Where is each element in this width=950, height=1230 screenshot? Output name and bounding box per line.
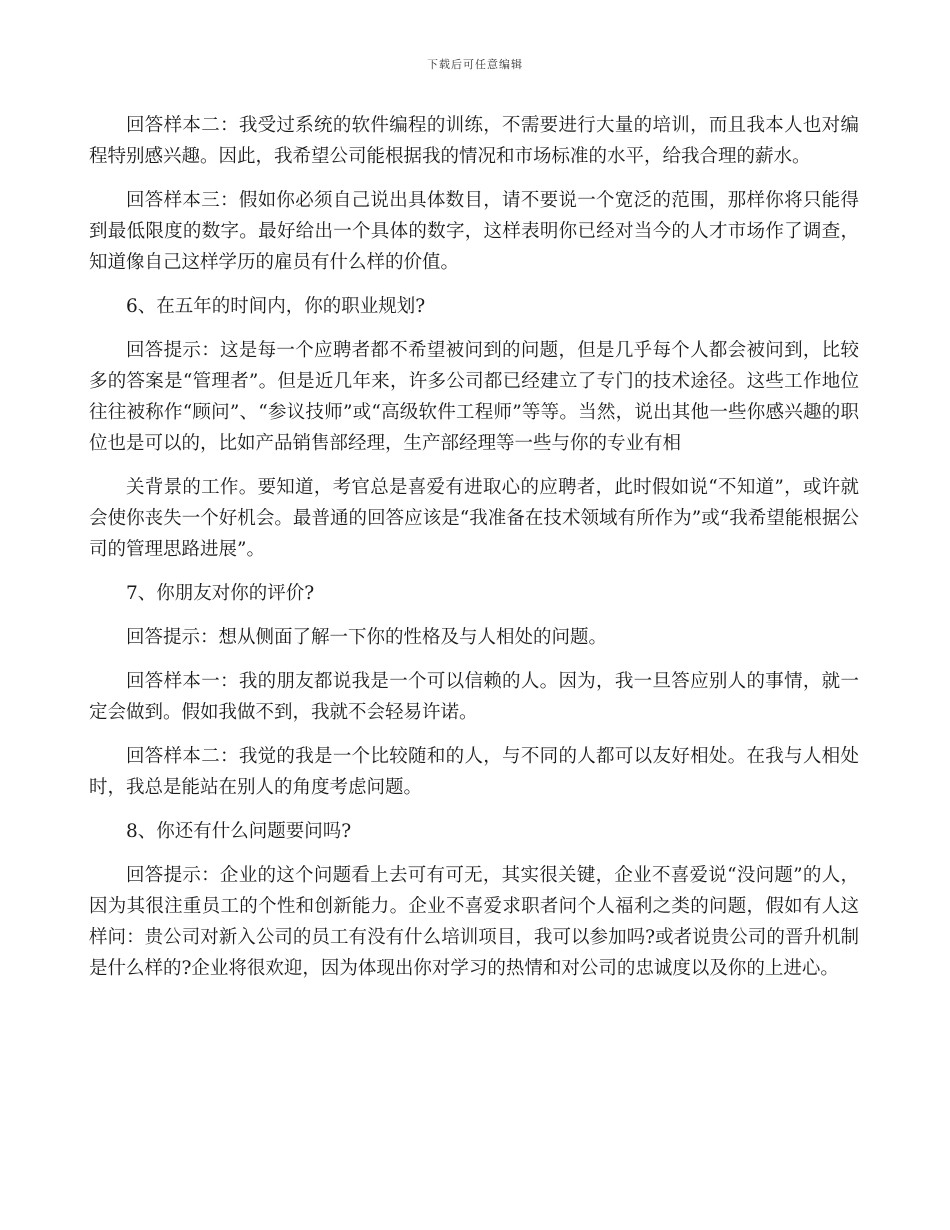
paragraph-q7-sample-two: 回答样本二：我觉的我是一个比较随和的人，与不同的人都可以友好相处。在我与人相处时，我总是能站在别人的角度考虑问题。 bbox=[89, 746, 859, 798]
page-header: 下载后可任意编辑 bbox=[427, 58, 523, 71]
paragraph-q7-hint: 回答提示：想从侧面了解一下你的性格及与人相处的问题。 bbox=[126, 627, 608, 648]
question-7: 7、你朋友对你的评价? bbox=[126, 583, 315, 604]
document-body bbox=[89, 110, 859, 997]
paragraph-q7-sample-one: 回答样本一：我的朋友都说我是一个可以信赖的人。因为，我一旦答应别人的事情，就一定会做到。假如我做不到，我就不会轻易许诺。 bbox=[89, 671, 859, 723]
paragraph-sample-three: 回答样本三：假如你必须自己说出具体数目，请不要说一个宽泛的范围，那样你将只能得到最低限度的数字。最好给出一个具体的数字，这样表明你已经对当今的人才市场作了调查，知道像自己这样学历的雇员有什么样的价值。 bbox=[89, 190, 859, 273]
paragraph-q8-hint: 回答提示：企业的这个问题看上去可有可无，其实很关键，企业不喜爱说“没问题”的人，因为其很注重员工的个性和创新能力。企业不喜爱求职者问个人福利之类的问题，假如有人这样问：贵公司对新入公司的员工有没有什么培训项目，我可以参加吗?或者说贵公司的晋升机制是什么样的?企业将很欢迎，因为体现出你对学习的热情和对公司的忠诚度以及你的上进心。 bbox=[89, 865, 859, 979]
paragraph-q6-continued: 关背景的工作。要知道，考官总是喜爱有进取心的应聘者，此时假如说“不知道”，或许就会使你丧失一个好机会。最普通的回答应该是“我准备在技术领域有所作为”或“我希望能根据公司的管理思路进展”。 bbox=[89, 477, 859, 560]
question-8: 8、你还有什么问题要问吗? bbox=[126, 821, 352, 842]
question-6: 6、在五年的时间内，你的职业规划? bbox=[126, 296, 426, 317]
paragraph-sample-two: 回答样本二：我受过系统的软件编程的训练，不需要进行大量的培训，而且我本人也对编程特别感兴趣。因此，我希望公司能根据我的情况和市场标准的水平，给我合理的薪水。 bbox=[89, 115, 859, 167]
paragraph-q6-hint: 回答提示：这是每一个应聘者都不希望被问到的问题，但是几乎每个人都会被问到，比较多的答案是“管理者”。但是近几年来，许多公司都已经建立了专门的技术途径。这些工作地位往往被称作“顾问”、“参议技师”或“高级软件工程师”等等。当然，说出其他一些你感兴趣的职位也是可以的，比如产品销售部经理，生产部经理等一些与你的专业有相 bbox=[89, 340, 859, 454]
